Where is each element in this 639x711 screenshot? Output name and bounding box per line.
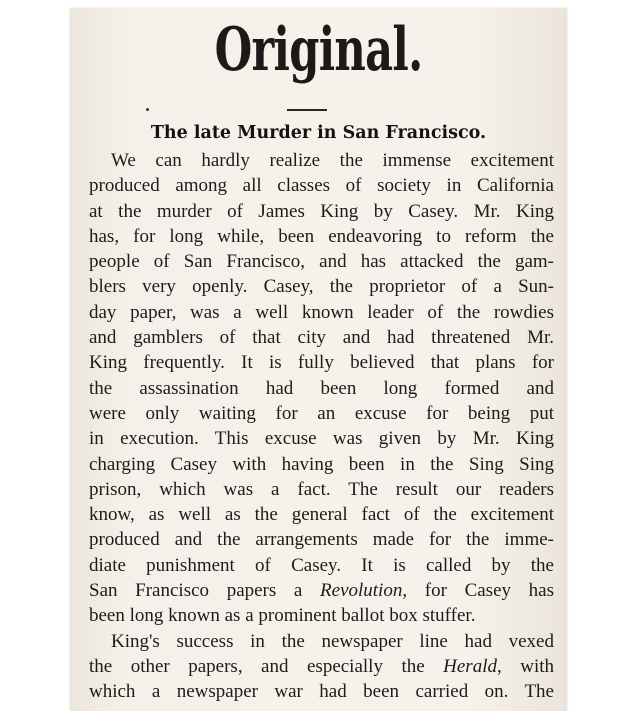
article-line: know, as well as the general fact of the excitement [89, 504, 554, 526]
print-speck [146, 108, 149, 111]
article-line: We can hardly realize the immense excitement [111, 150, 554, 171]
article-line: at the murder of James King by Casey. Mr. King [89, 200, 554, 222]
article-headline: The late Murder in San Francisco. [150, 123, 487, 143]
article-line: which a newspaper war had been carried on. The [89, 681, 554, 703]
article-line: been long known as a prominent ballot box stuffer. [89, 605, 476, 627]
article-line: King frequently. It is fully believed that plans for [89, 352, 554, 374]
article-line: people of San Francisco, and has attacked the gam- [89, 251, 554, 273]
newspaper-clipping [70, 8, 567, 711]
article-line: and gamblers of that city and had threatened Mr. [89, 327, 554, 349]
article-line: the other papers, and especially the Herald, with [89, 655, 555, 677]
article-line: charging Casey with having been in the Sing Sing [89, 453, 554, 475]
article-line: San Francisco papers a Revolution, for Casey has [89, 580, 554, 602]
article-line: produced among all classes of society in California [89, 175, 554, 197]
article-body [89, 148, 554, 705]
article-line: blers very openly. Casey, the proprietor of a Sun- [89, 276, 554, 298]
article-line: day paper, was a well known leader of the rowdies [89, 301, 554, 323]
article-line: diate punishment of Casey. It is called by the [89, 554, 554, 576]
masthead-title: Original. [214, 15, 423, 85]
title-divider-rule [287, 109, 327, 111]
article-line: has, for long while, been endeavoring to reform the [89, 225, 554, 247]
article-line: the assassination had been long formed and [89, 377, 554, 399]
article-line: produced and the arrangements made for the imme- [89, 529, 554, 551]
article-line: prison, which was a fact. The result our readers [89, 478, 554, 500]
article-line: were only waiting for an excuse for being put [89, 402, 554, 424]
article-line: King's success in the newspaper line had vexed [111, 630, 554, 652]
article-line: in execution. This excuse was given by Mr. King [89, 428, 554, 450]
